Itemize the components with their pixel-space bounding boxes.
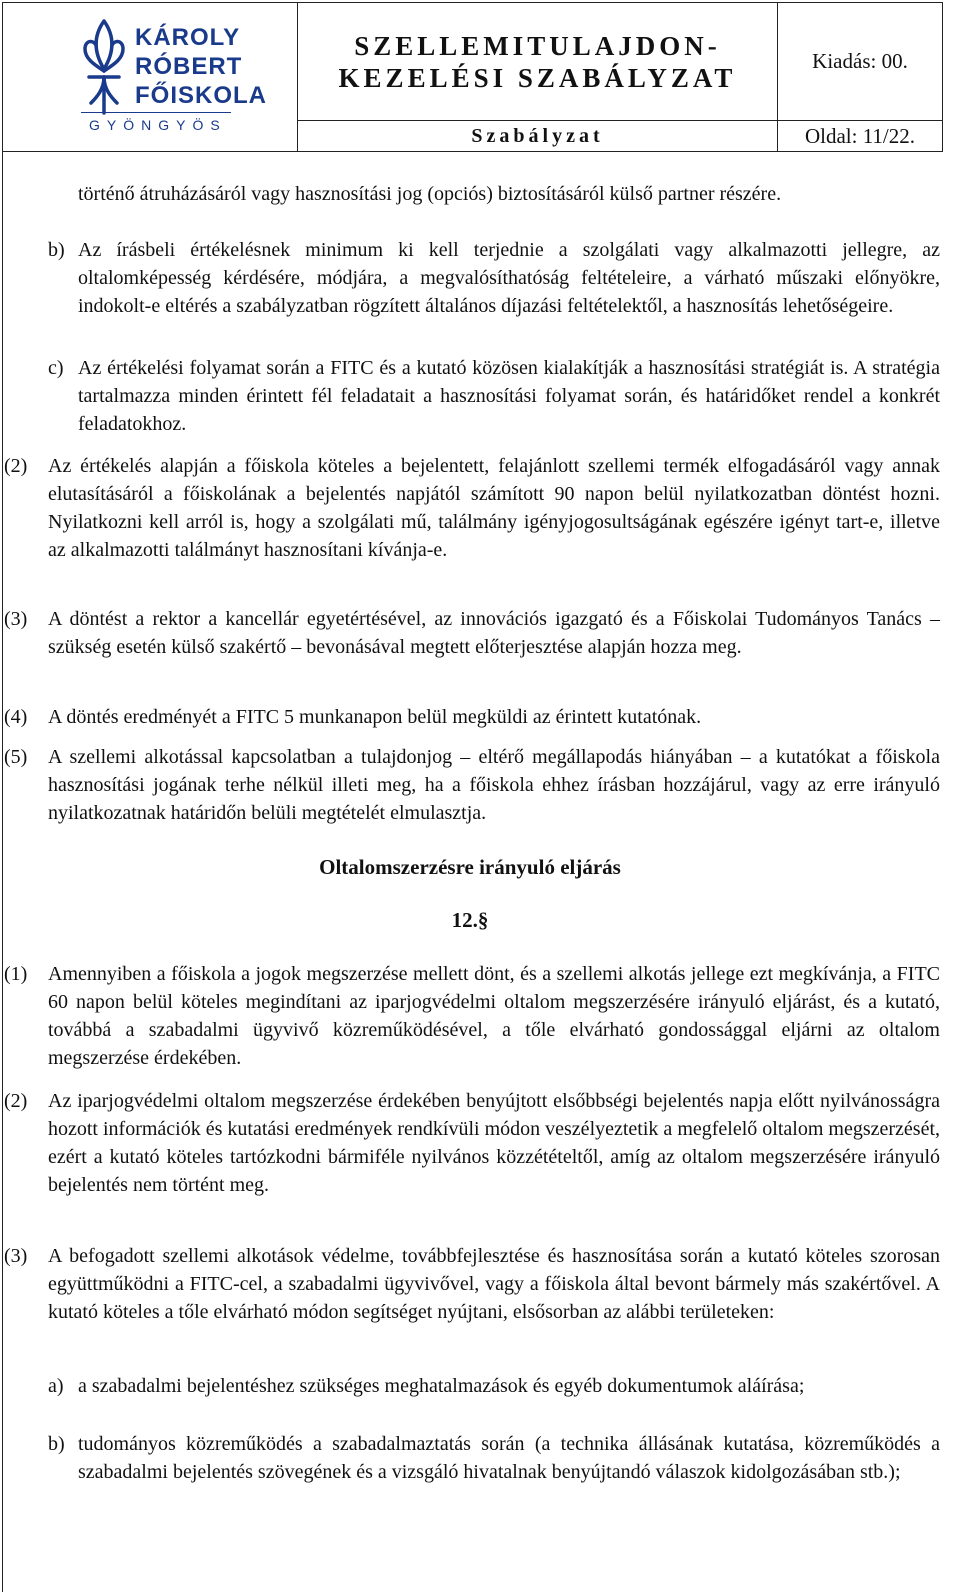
document-type: Szabályzat [298, 121, 778, 151]
item-b-label: b) [48, 239, 65, 261]
list-item-a-text: a szabadalmi bejelentéshez szükséges meghatalmazások és egyéb dokumentumok aláírása; [78, 1375, 805, 1397]
list-item-b-text: tudományos közreműködés a szabadalmaztatás során (a technika állásának kutatása, közreműködés a szabadalmi bejelentés szövegének és a vizsgáló hivatalnak benyújtandó válaszok kidolgozásában stb.); [78, 1433, 940, 1483]
logo-line-1: KÁROLY [135, 24, 241, 51]
paragraph-3-number: (3) [4, 608, 28, 630]
paragraph-4-number: (4) [4, 706, 28, 728]
issue-number: Kiadás: 00. [778, 3, 942, 121]
section-paragraph-1-number: (1) [4, 963, 28, 985]
paragraph-2-number: (2) [4, 455, 28, 477]
section-title: Oltalomszerzésre irányuló eljárás [319, 855, 621, 879]
section-paragraph-2-text: Az iparjogvédelmi oltalom megszerzése érdekében benyújtott elsőbbségi bejelentés napja előtt nyilvánosságra hozott információk és kutatási eredmények rendkívüli módon veszélyeztetik a megfelelő oltalom megszerzését, ezért a kutató köteles tartózkodni bármiféle nyilvános közzétételtől, amíg az oltalom megszerzésére irányuló bejelentés nem történt meg. [48, 1090, 940, 1196]
item-b-text: Az írásbeli értékelésnek minimum ki kell terjednie a szolgálati vagy alkalmazotti jellegre, az oltalomképesség kérdésére, módjára, a megvalósíthatóság feltételeire, a várható műszaki előnyökre, indokolt-e eltérés a szabályzatban rögzített általános díjazási feltételektől, a hasznosítás lehetőségeire. [78, 239, 940, 317]
title-line-1: SZELLEMITULAJDON- [354, 30, 721, 61]
title-line-2: KEZELÉSI SZABÁLYZAT [338, 62, 737, 93]
paragraph-2-text: Az értékelés alapján a főiskola köteles a bejelentett, felajánlott szellemi termék elfogadásáról vagy annak elutasításáról a főiskolának a bejelentés napjától számított 90 napon belül nyilatkozatban döntést hozni. Nyilatkozni kell arról is, hogy a szolgálati mű, találmány igényjogosultságának egészére igényt tart-e, illetve az alkalmazotti találmányt hasznosítani kívánja-e. [48, 455, 940, 561]
logo-city: GYÖNGYÖS [89, 117, 227, 133]
paragraph-5-text: A szellemi alkotással kapcsolatban a tulajdonjog – eltérő megállapodás hiányában – a kutatókat a főiskola hasznosítási jogának terhe nélkül illeti meg, ha a főiskola ehhez írásban hozzájárul, vagy az erre irányuló nyilatkozatnak határidőn belüli megtételét elmulasztja. [48, 746, 940, 824]
paragraph-5-number: (5) [4, 746, 28, 768]
section-paragraph-2-number: (2) [4, 1090, 28, 1112]
section-paragraph-3-text: A befogadott szellemi alkotások védelme, továbbfejlesztése és hasznosítása során a kutató köteles szorosan együttműködni a FITC-cel, a szabadalmi ügyvivővel, vagy a főiskola által bevont bármely más szakértővel. A kutató köteles a tőle elvárható módon segítséget nyújtani, elsősorban az alábbi területeken: [48, 1245, 940, 1323]
paragraph-4-text: A döntés eredményét a FITC 5 munkanapon belül megküldi az érintett kutatónak. [48, 706, 702, 728]
continued-text: történő átruházásáról vagy hasznosítási jog (opciós) biztosításáról külső partner részére. [78, 183, 782, 205]
list-item-a-label: a) [48, 1375, 64, 1397]
item-c-text: Az értékelési folyamat során a FITC és a kutató közösen kialakítják a hasznosítási stratégiát is. A stratégia tartalmazza minden érintett fél feladatait a hasznosítási folyamat során, és határidőket rendel a konkrét feladatokhoz. [78, 357, 940, 435]
section-number: 12.§ [451, 908, 489, 932]
logo-line-2: RÓBERT [135, 53, 243, 80]
paragraph-3-text: A döntést a rektor a kancellár egyetértésével, az innovációs igazgató és a Főiskolai Tudományos Tanács – szükség esetén külső szakértő – bevonásával megtett előterjesztése alapján hozza meg. [48, 608, 940, 658]
logo-line-3: FŐISKOLA [135, 82, 267, 109]
section-paragraph-3-number: (3) [4, 1245, 28, 1267]
list-item-b-label: b) [48, 1433, 65, 1455]
item-c-label: c) [48, 357, 64, 379]
page-number: Oldal: 11/22. [804, 123, 916, 148]
section-paragraph-1-text: Amennyiben a főiskola a jogok megszerzése mellett dönt, és a szellemi alkotás jellege ezt megkívánja, a FITC 60 napon belül köteles megindítani az iparjogvédelmi oltalom megszerzésére irányuló eljárást, és a kutató, továbbá a szabadalmi ügyvivő közreműködésével, a tőle elvárható gondossággal eljárni az oltalom megszerzése érdekében. [48, 963, 940, 1069]
